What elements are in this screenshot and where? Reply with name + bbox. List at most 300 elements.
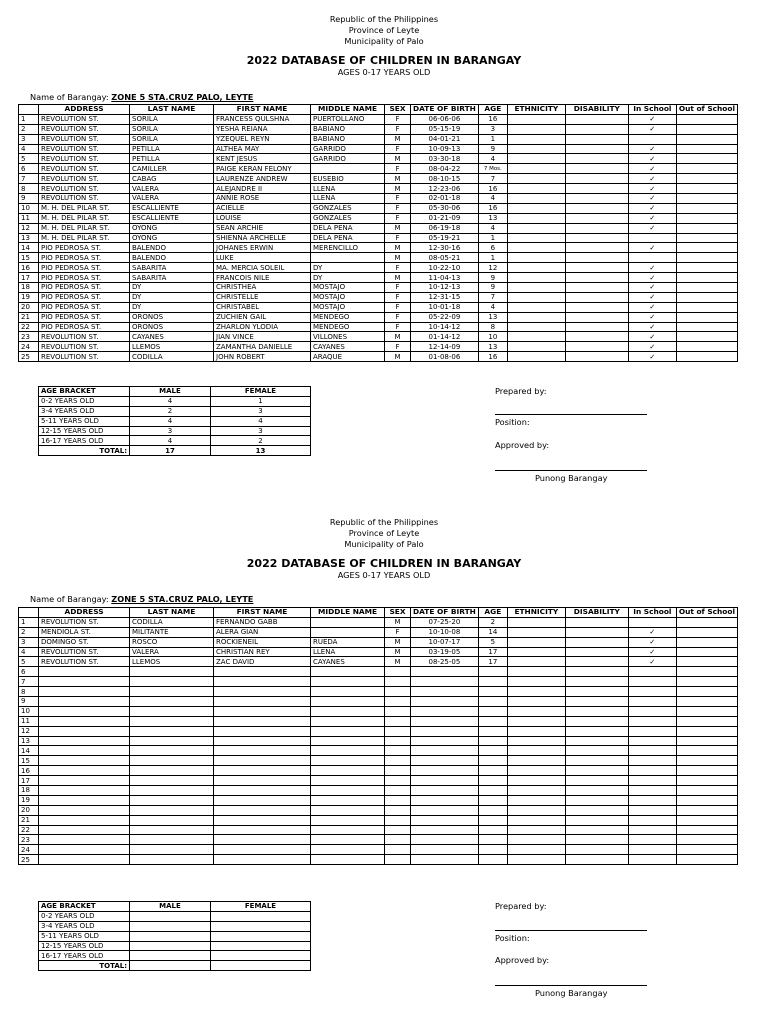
- form-page-2: [0, 517, 768, 580]
- cell-in-school: [628, 825, 676, 835]
- cell-ethnicity: [507, 322, 565, 332]
- column-header: ADDRESS: [39, 105, 130, 115]
- cell-sex: F: [385, 213, 411, 223]
- cell-disability: [565, 184, 628, 194]
- table-header-row: [19, 608, 738, 618]
- cell-disability: [565, 845, 628, 855]
- cell-out-of-school: [676, 243, 737, 253]
- cell-age: 4: [478, 154, 507, 164]
- cell-middle: MENDEGO: [311, 322, 385, 332]
- cell-dob: 01-14-12: [411, 332, 479, 342]
- column-header: ETHNICITY: [507, 608, 565, 618]
- cell-ethnicity: [507, 253, 565, 263]
- row-number: 21: [19, 312, 39, 322]
- cell-age: 16: [478, 114, 507, 124]
- cell-first: ZAMANTHA DANIELLE: [214, 342, 311, 352]
- cell-disability: [565, 312, 628, 322]
- cell-disability: [565, 677, 628, 687]
- cell-middle: VILLONES: [311, 332, 385, 342]
- cell-disability: [565, 736, 628, 746]
- cell-disability: [565, 164, 628, 174]
- cell-first: [214, 746, 311, 756]
- cell-last: [130, 845, 214, 855]
- cell-last: [130, 687, 214, 697]
- row-number: 1: [19, 617, 39, 627]
- cell-in-school: [628, 174, 676, 184]
- cell-out-of-school: [676, 667, 737, 677]
- summary-row: [39, 426, 311, 436]
- table-row: [19, 726, 738, 736]
- table-row: [19, 697, 738, 707]
- cell-in-school: [628, 253, 676, 263]
- cell-disability: [565, 233, 628, 243]
- cell-in-school: [628, 134, 676, 144]
- cell-address: PIO PEDROSA ST.: [39, 322, 130, 332]
- cell-first: JOHANES ERWIN: [214, 243, 311, 253]
- cell-out-of-school: [676, 697, 737, 707]
- cell-disability: [565, 302, 628, 312]
- row-number: 19: [19, 795, 39, 805]
- cell-first: PAIGE KERAN FELONY: [214, 164, 311, 174]
- cell-ethnicity: [507, 352, 565, 362]
- table-row: [19, 815, 738, 825]
- cell-address: M. H. DEL PILAR ST.: [39, 203, 130, 213]
- cell-ethnicity: [507, 726, 565, 736]
- cell-age: [478, 746, 507, 756]
- cell-dob: 04-01-21: [411, 134, 479, 144]
- cell-address: [39, 667, 130, 677]
- barangay-label: Name of Barangay:: [30, 594, 109, 604]
- cell-first: [214, 706, 311, 716]
- table-row: [19, 283, 738, 293]
- age-bracket-label: 3-4 YEARS OLD: [39, 406, 130, 416]
- check-mark-icon: ✓: [649, 293, 656, 302]
- cell-last: CAMILLER: [130, 164, 214, 174]
- cell-dob: [411, 677, 479, 687]
- row-number: 11: [19, 213, 39, 223]
- cell-last: PETILLA: [130, 154, 214, 164]
- cell-ethnicity: [507, 213, 565, 223]
- cell-dob: 10-01-18: [411, 302, 479, 312]
- check-mark-icon: ✓: [649, 125, 656, 134]
- row-number: 8: [19, 687, 39, 697]
- cell-first: ALEJANDRE II: [214, 184, 311, 194]
- cell-ethnicity: [507, 786, 565, 796]
- cell-last: [130, 697, 214, 707]
- male-count: [130, 911, 211, 921]
- cell-in-school: [628, 667, 676, 677]
- cell-ethnicity: [507, 312, 565, 322]
- cell-ethnicity: [507, 845, 565, 855]
- cell-in-school: [628, 213, 676, 223]
- cell-disability: [565, 342, 628, 352]
- cell-address: REVOLUTION ST.: [39, 124, 130, 134]
- cell-disability: [565, 263, 628, 273]
- cell-address: REVOLUTION ST.: [39, 174, 130, 184]
- cell-age: 1: [478, 134, 507, 144]
- cell-dob: [411, 805, 479, 815]
- cell-ethnicity: [507, 657, 565, 667]
- total-male: [130, 961, 211, 971]
- summary-row: [39, 921, 311, 931]
- cell-last: VALERA: [130, 184, 214, 194]
- check-mark-icon: ✓: [649, 194, 656, 203]
- cell-sex: M: [385, 647, 411, 657]
- cell-last: ESCALLIENTE: [130, 213, 214, 223]
- cell-age: 2: [478, 617, 507, 627]
- column-header: Out of School: [676, 608, 737, 618]
- column-header: ADDRESS: [39, 608, 130, 618]
- children-table-page-2: [18, 607, 738, 865]
- cell-sex: [385, 815, 411, 825]
- table-row: [19, 805, 738, 815]
- cell-dob: [411, 756, 479, 766]
- cell-first: CHRISTIAN REY: [214, 647, 311, 657]
- check-mark-icon: ✓: [649, 638, 656, 647]
- column-header: In School: [628, 608, 676, 618]
- cell-in-school: [628, 332, 676, 342]
- cell-in-school: [628, 312, 676, 322]
- cell-in-school: [628, 627, 676, 637]
- cell-address: REVOLUTION ST.: [39, 194, 130, 204]
- cell-middle: [311, 756, 385, 766]
- cell-in-school: [628, 302, 676, 312]
- cell-address: PIO PEDROSA ST.: [39, 273, 130, 283]
- cell-in-school: [628, 855, 676, 865]
- cell-dob: 03-19-05: [411, 647, 479, 657]
- cell-last: [130, 756, 214, 766]
- cell-address: [39, 756, 130, 766]
- cell-disability: [565, 776, 628, 786]
- table-row: [19, 134, 738, 144]
- barangay-name: ZONE 5 STA.CRUZ PALO, LEYTE: [111, 92, 254, 102]
- check-mark-icon: ✓: [649, 174, 656, 183]
- cell-ethnicity: [507, 855, 565, 865]
- female-count: [211, 941, 311, 951]
- cell-sex: [385, 845, 411, 855]
- cell-in-school: [628, 322, 676, 332]
- cell-dob: 12-14-09: [411, 342, 479, 352]
- cell-middle: MENDEGO: [311, 312, 385, 322]
- cell-in-school: [628, 706, 676, 716]
- summary-total-row: [39, 446, 311, 456]
- cell-ethnicity: [507, 756, 565, 766]
- male-count: 2: [130, 406, 211, 416]
- cell-last: ROSCO: [130, 637, 214, 647]
- row-number: 7: [19, 677, 39, 687]
- cell-middle: CAYANES: [311, 657, 385, 667]
- header-province: Province of Leyte: [348, 25, 420, 35]
- summary-total-row: [39, 961, 311, 971]
- row-number: 17: [19, 776, 39, 786]
- cell-out-of-school: [676, 657, 737, 667]
- punong-barangay-label: Punong Barangay: [535, 473, 608, 483]
- cell-in-school: [628, 657, 676, 667]
- cell-age: [478, 835, 507, 845]
- table-row: [19, 263, 738, 273]
- cell-sex: [385, 786, 411, 796]
- cell-age: 9: [478, 144, 507, 154]
- table-row: [19, 174, 738, 184]
- cell-dob: 07-25-20: [411, 617, 479, 627]
- cell-first: [214, 805, 311, 815]
- row-number: 16: [19, 766, 39, 776]
- cell-address: M. H. DEL PILAR ST.: [39, 223, 130, 233]
- cell-out-of-school: [676, 332, 737, 342]
- cell-disability: [565, 657, 628, 667]
- cell-disability: [565, 144, 628, 154]
- cell-dob: 05-15-19: [411, 124, 479, 134]
- cell-disability: [565, 253, 628, 263]
- cell-first: [214, 835, 311, 845]
- cell-middle: BABIANO: [311, 124, 385, 134]
- cell-sex: M: [385, 174, 411, 184]
- cell-in-school: [628, 815, 676, 825]
- cell-first: FRANCOIS NILE: [214, 273, 311, 283]
- age-bracket-label: 5-11 YEARS OLD: [39, 931, 130, 941]
- cell-address: [39, 835, 130, 845]
- cell-address: [39, 786, 130, 796]
- cell-address: MENDIOLA ST.: [39, 627, 130, 637]
- cell-ethnicity: [507, 706, 565, 716]
- cell-first: SEAN ARCHIE: [214, 223, 311, 233]
- cell-address: PIO PEDROSA ST.: [39, 243, 130, 253]
- cell-first: LUKE: [214, 253, 311, 263]
- cell-disability: [565, 726, 628, 736]
- column-header: FIRST NAME: [214, 105, 311, 115]
- cell-first: ZAC DAVID: [214, 657, 311, 667]
- cell-middle: [311, 746, 385, 756]
- cell-last: CODILLA: [130, 617, 214, 627]
- cell-ethnicity: [507, 144, 565, 154]
- cell-age: 8: [478, 322, 507, 332]
- cell-dob: 12-31-15: [411, 292, 479, 302]
- cell-in-school: [628, 263, 676, 273]
- cell-address: [39, 815, 130, 825]
- row-number: 13: [19, 233, 39, 243]
- prepared-by-line: [495, 930, 647, 931]
- check-mark-icon: ✓: [649, 648, 656, 656]
- cell-out-of-school: [676, 283, 737, 293]
- cell-middle: BABIANO: [311, 134, 385, 144]
- summary-row: [39, 416, 311, 426]
- cell-last: DY: [130, 292, 214, 302]
- summary-row: [39, 436, 311, 446]
- cell-in-school: [628, 716, 676, 726]
- table-row: [19, 786, 738, 796]
- cell-out-of-school: [676, 114, 737, 124]
- cell-sex: M: [385, 332, 411, 342]
- cell-last: ORONOS: [130, 312, 214, 322]
- column-header: MIDDLE NAME: [311, 105, 385, 115]
- cell-out-of-school: [676, 726, 737, 736]
- cell-sex: F: [385, 312, 411, 322]
- cell-dob: [411, 825, 479, 835]
- barangay-label: Name of Barangay:: [30, 92, 109, 102]
- cell-age: 16: [478, 352, 507, 362]
- age-bracket-label: 3-4 YEARS OLD: [39, 921, 130, 931]
- female-count: 3: [211, 426, 311, 436]
- cell-out-of-school: [676, 203, 737, 213]
- cell-address: M. H. DEL PILAR ST.: [39, 233, 130, 243]
- cell-address: REVOLUTION ST.: [39, 114, 130, 124]
- cell-out-of-school: [676, 766, 737, 776]
- table-row: [19, 273, 738, 283]
- cell-in-school: [628, 194, 676, 204]
- cell-middle: EUSEBIO: [311, 174, 385, 184]
- cell-last: [130, 736, 214, 746]
- cell-middle: [311, 736, 385, 746]
- cell-ethnicity: [507, 273, 565, 283]
- female-count: [211, 911, 311, 921]
- column-header: ETHNICITY: [507, 105, 565, 115]
- cell-disability: [565, 322, 628, 332]
- cell-out-of-school: [676, 647, 737, 657]
- cell-dob: [411, 706, 479, 716]
- cell-in-school: [628, 687, 676, 697]
- cell-out-of-school: [676, 194, 737, 204]
- summary-column-header: AGE BRACKET: [39, 387, 130, 397]
- cell-in-school: [628, 154, 676, 164]
- cell-first: LOUISE: [214, 213, 311, 223]
- cell-last: [130, 776, 214, 786]
- cell-dob: [411, 746, 479, 756]
- cell-first: [214, 815, 311, 825]
- cell-ethnicity: [507, 736, 565, 746]
- cell-disability: [565, 134, 628, 144]
- age-bracket-label: 5-11 YEARS OLD: [39, 416, 130, 426]
- table-row: [19, 617, 738, 627]
- cell-in-school: [628, 283, 676, 293]
- row-number-header: [19, 105, 39, 115]
- cell-address: [39, 677, 130, 687]
- cell-last: [130, 825, 214, 835]
- cell-middle: GONZALES: [311, 203, 385, 213]
- cell-in-school: [628, 184, 676, 194]
- cell-first: [214, 697, 311, 707]
- cell-sex: M: [385, 243, 411, 253]
- cell-last: [130, 786, 214, 796]
- female-count: [211, 951, 311, 961]
- cell-address: [39, 795, 130, 805]
- table-row: [19, 332, 738, 342]
- cell-first: [214, 776, 311, 786]
- cell-sex: [385, 677, 411, 687]
- cell-disability: [565, 203, 628, 213]
- summary-row: [39, 931, 311, 941]
- cell-address: M. H. DEL PILAR ST.: [39, 213, 130, 223]
- cell-dob: 05-19-21: [411, 233, 479, 243]
- cell-ethnicity: [507, 617, 565, 627]
- cell-ethnicity: [507, 746, 565, 756]
- cell-age: [478, 687, 507, 697]
- cell-address: PIO PEDROSA ST.: [39, 263, 130, 273]
- table-header-row: [19, 105, 738, 115]
- cell-dob: 01-21-09: [411, 213, 479, 223]
- cell-age: 17: [478, 657, 507, 667]
- table-row: [19, 677, 738, 687]
- row-number: 16: [19, 263, 39, 273]
- cell-last: [130, 706, 214, 716]
- cell-first: LAURENZE ANDREW: [214, 174, 311, 184]
- cell-age: [478, 756, 507, 766]
- cell-disability: [565, 647, 628, 657]
- header-municipality: Municipality of Palo: [344, 36, 424, 46]
- cell-disability: [565, 627, 628, 637]
- cell-dob: [411, 766, 479, 776]
- column-header: LAST NAME: [130, 105, 214, 115]
- total-label: TOTAL:: [39, 446, 130, 456]
- cell-address: [39, 766, 130, 776]
- cell-out-of-school: [676, 845, 737, 855]
- check-mark-icon: ✓: [649, 145, 656, 153]
- female-count: 3: [211, 406, 311, 416]
- cell-middle: DELA PENA: [311, 223, 385, 233]
- table-row: [19, 233, 738, 243]
- cell-sex: F: [385, 292, 411, 302]
- approved-by-line: [495, 985, 647, 986]
- row-number: 1: [19, 114, 39, 124]
- table-row: [19, 144, 738, 154]
- summary-column-header: FEMALE: [211, 902, 311, 912]
- cell-disability: [565, 756, 628, 766]
- cell-sex: [385, 766, 411, 776]
- cell-age: 16: [478, 184, 507, 194]
- cell-middle: [311, 766, 385, 776]
- cell-disability: [565, 706, 628, 716]
- cell-address: [39, 855, 130, 865]
- cell-ethnicity: [507, 835, 565, 845]
- cell-address: [39, 726, 130, 736]
- column-header: LAST NAME: [130, 608, 214, 618]
- cell-sex: [385, 835, 411, 845]
- cell-sex: F: [385, 342, 411, 352]
- row-number: 25: [19, 352, 39, 362]
- male-count: 3: [130, 426, 211, 436]
- cell-age: [478, 677, 507, 687]
- cell-disability: [565, 766, 628, 776]
- cell-last: [130, 805, 214, 815]
- age-bracket-label: 16-17 YEARS OLD: [39, 951, 130, 961]
- form-page-1: [0, 14, 768, 77]
- cell-in-school: [628, 203, 676, 213]
- cell-address: [39, 687, 130, 697]
- cell-age: [478, 855, 507, 865]
- cell-disability: [565, 805, 628, 815]
- cell-middle: [311, 835, 385, 845]
- female-count: 2: [211, 436, 311, 446]
- cell-address: REVOLUTION ST.: [39, 144, 130, 154]
- table-row: [19, 322, 738, 332]
- cell-age: 1: [478, 253, 507, 263]
- summary-column-header: AGE BRACKET: [39, 902, 130, 912]
- cell-ethnicity: [507, 194, 565, 204]
- check-mark-icon: ✓: [649, 628, 656, 637]
- cell-last: LLEMOS: [130, 657, 214, 667]
- table-row: [19, 746, 738, 756]
- cell-dob: [411, 697, 479, 707]
- table-row: [19, 223, 738, 233]
- table-row: [19, 795, 738, 805]
- cell-middle: MOSTAJO: [311, 292, 385, 302]
- row-number: 24: [19, 845, 39, 855]
- cell-in-school: [628, 697, 676, 707]
- cell-last: [130, 677, 214, 687]
- cell-out-of-school: [676, 312, 737, 322]
- cell-address: [39, 736, 130, 746]
- cell-disability: [565, 815, 628, 825]
- cell-middle: MOSTAJO: [311, 283, 385, 293]
